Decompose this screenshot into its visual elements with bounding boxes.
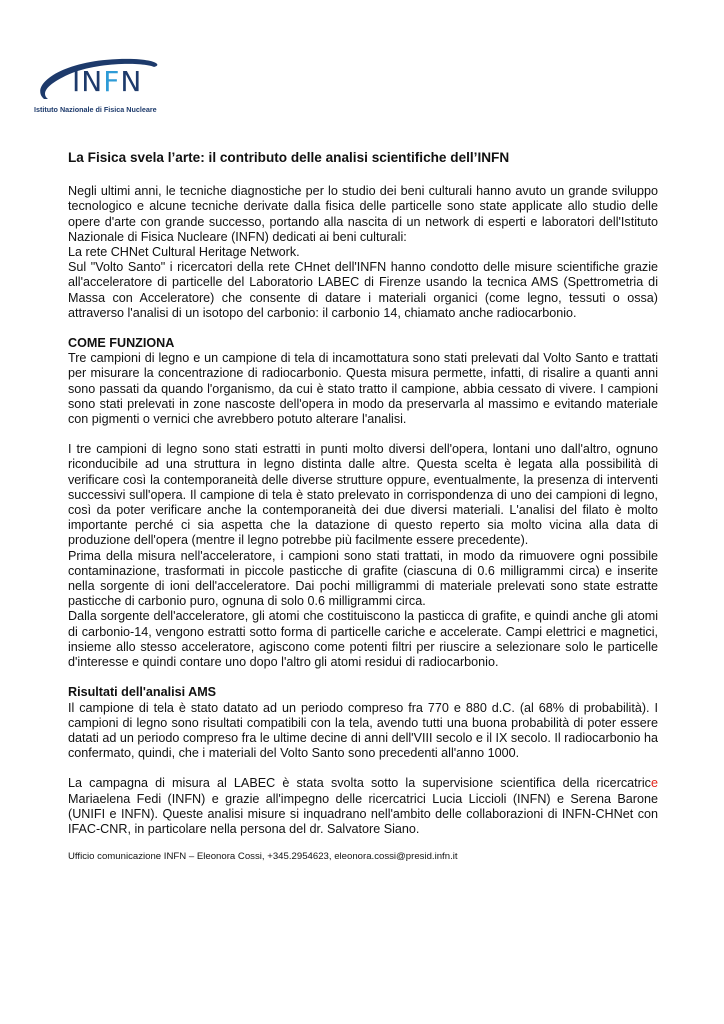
document-title: La Fisica svela l’arte: il contributo delle analisi scientifiche dell’INFN [68, 150, 510, 165]
infn-logo [34, 55, 174, 125]
footer-contact: Ufficio comunicazione INFN – Eleonora Cossi, +345.2954623, eleonora.cossi@presid.infn.it [68, 851, 458, 863]
logo-subtitle: Istituto Nazionale di Fisica Nucleare [34, 105, 157, 114]
network-line: La rete CHNet Cultural Heritage Network. [68, 245, 300, 260]
section-heading-risultati: Risultati dell'analisi AMS [68, 685, 217, 700]
closing-red-letter: e [650, 776, 658, 791]
spacer [68, 670, 658, 685]
paragraph: Il campione di tela è stato datato ad un periodo compreso fra 770 e 880 d.C. (al 68% di probabilità). I campioni di legno sono risultati compatibili con la tela, avendo tutti una buona probabilità di poter essere datati ad un periodo compreso fra le ultime decine di anni dell'VIII secolo e il IX secolo. Il radiocarbonio ha confermato, quindi, che i materiali del Volto Santo sono precedenti all'anno 1000. [68, 700, 658, 761]
logo-wordmark-in: IN [72, 65, 104, 98]
logo-wordmark [72, 65, 142, 98]
paragraph: Tre campioni di legno e un campione di tela di incamottatura sono stati prelevati dal Volto Santo e trattati per misurare la concentrazione di radiocarbonio. Questa misura permette, infatti, di risalire a quanti anni sono passati da quando l'organismo, da cui è stato tratto il campione, abbia cessato di vivere. I campioni sono stati prelevati in zone nascoste dell'opera in modo da preservarla al massimo e evitando materiale con pigmenti o vernici che avrebbero potuto alterare l'analisi. [68, 351, 658, 427]
paragraph: I tre campioni di legno sono stati estratti in punti molto diversi dell'opera, lontani uno dall'altro, ognuno riconducibile ad una struttura in legno distinta dalle altre. Questa scelta è legata alla possibilità di verificare così la contemporaneità delle diverse strutture oppure, eventualmente, la presenza di interventi successivi sull'opera. Il campione di tela è stato prelevato in corrispondenza di uno dei campioni di legno, così da poter verificare anche la contemporaneità dei due diversi materiali. L'analisi del filato è molto importante perché ci sia aspetta che la datazione di questo reperto sia molto vicina alla data di produzione dell'opera (mentre il legno potrebbe più facilmente essere precedente). [68, 442, 658, 548]
press-release [68, 150, 658, 864]
logo-wordmark-f: F [103, 65, 121, 98]
paragraph: Dalla sorgente dell'acceleratore, gli atomi che costituiscono la pasticca di grafite, e quindi anche gli atomi di carbonio-14, vengono estratti sotto forma di particelle cariche e accelerate. Campi elettrici e magnetici, insieme allo stesso acceleratore, agiscono come potenti filtri per riuscire a selezionare solo le particelle d'interesse e quindi contare uno dopo l'altro gli atomi residui di radiocarbonio. [68, 609, 658, 670]
intro-paragraph: Negli ultimi anni, le tecniche diagnostiche per lo studio dei beni culturali hanno avuto un grande sviluppo tecnologico e alcune tecniche derivate dalla fisica delle particelle sono state applicate allo studio delle opere d'arte con grande successo, portando alla nascita di un network di esperti e laboratori dell'Istituto Nazionale di Fisica Nucleare (INFN) dedicati ai beni culturali: [68, 184, 658, 244]
section-heading-come-funziona: COME FUNZIONA [68, 336, 175, 351]
spacer [68, 761, 658, 776]
paragraph: Prima della misura nell'acceleratore, i campioni sono stati trattati, in modo da rimuovere ogni possibile contaminazione, trasformati in piccole pasticche di grafite (ciascuna di 0.6 milligrammi circa) e inserite nella sorgente di ioni dell'acceleratore. Dai pochi milligrammi di materiale prelevati sono state estratte pasticche di carbonio puro, ognuna di solo 0.6 milligrammi circa. [68, 548, 658, 609]
closing-text-rest: Mariaelena Fedi (INFN) e grazie all'impegno delle ricercatrici Lucia Liccioli (INFN) e Serena Barone (UNIFI e INFN). Queste analisi misure si inquadrano nell'ambito delle collaborazioni di INFN-CHNet con IFAC-CNR, in particolare nella persona del dr. Salvatore Siano. [68, 791, 658, 836]
spacer [68, 321, 658, 336]
closing-text: La campagna di misura al LABEC è stata svolta sotto la supervisione scientifica della ricercatric [68, 776, 651, 791]
logo-wordmark-n: N [120, 65, 143, 98]
closing-paragraph [68, 776, 658, 837]
spacer [68, 427, 658, 442]
volto-santo-paragraph: Sul "Volto Santo" i ricercatori della rete CHnet dell'INFN hanno condotto delle misure scientifiche grazie all'acceleratore di particelle del Laboratorio LABEC di Firenze usando la tecnica AMS (Spettrometria di Massa con Acceleratore) che consente di datare i materiali organici (come legno, tessuti o ossa) attraverso l'analisi di un isotopo del carbonio: il carbonio 14, chiamato anche radiocarbonio. [68, 260, 658, 320]
